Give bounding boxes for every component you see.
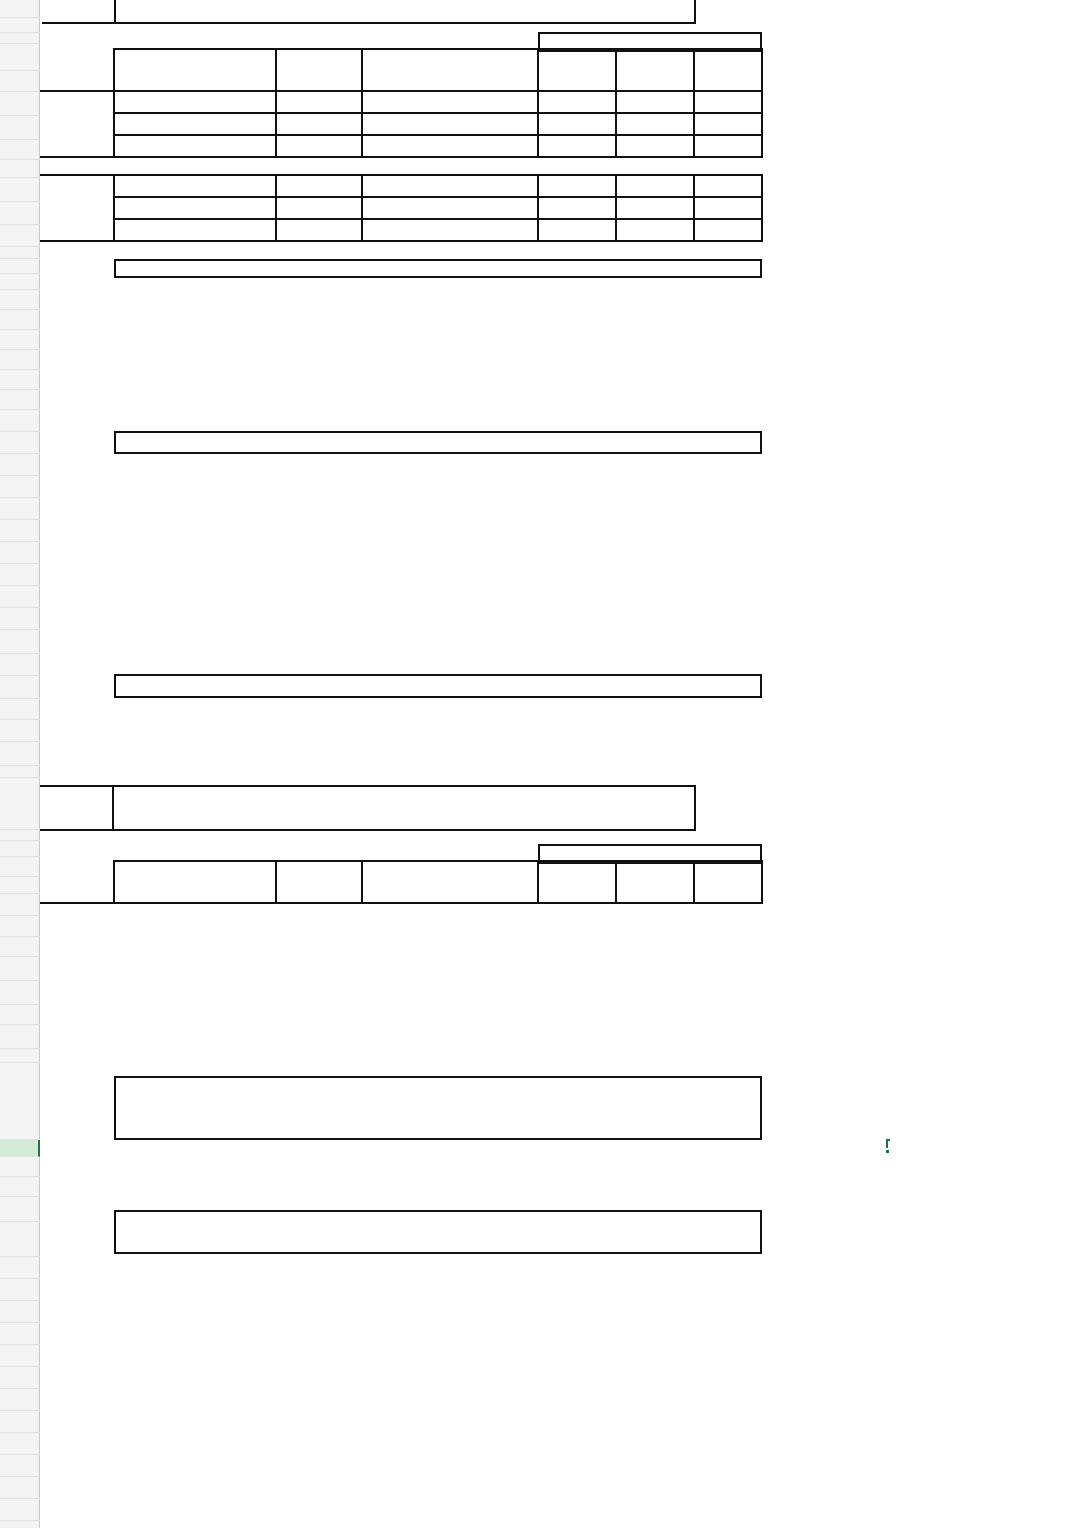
row-number[interactable] xyxy=(0,1367,40,1389)
row-number[interactable] xyxy=(0,225,40,247)
dept-rates-prompt xyxy=(114,1076,762,1140)
abc-rates-prompt xyxy=(114,259,762,278)
cost-cell[interactable] xyxy=(276,219,362,241)
driver-cell[interactable] xyxy=(362,197,538,219)
header-driver xyxy=(362,49,538,91)
row-number[interactable] xyxy=(0,92,40,116)
driver-cell[interactable] xyxy=(362,175,538,197)
product2-cell[interactable] xyxy=(616,219,694,241)
row-number[interactable] xyxy=(0,542,40,564)
header-p1 xyxy=(538,861,616,903)
table-row xyxy=(40,91,762,113)
cost-cell[interactable] xyxy=(276,113,362,135)
header-activity xyxy=(114,861,276,903)
row-number[interactable] xyxy=(0,630,40,654)
row-number[interactable] xyxy=(0,873,40,894)
product2-cell[interactable] xyxy=(616,135,694,157)
row-number[interactable] xyxy=(0,71,40,92)
row-number[interactable] xyxy=(0,33,40,44)
header-activity xyxy=(114,49,276,91)
row-number[interactable] xyxy=(0,1177,40,1197)
row-number[interactable] xyxy=(0,841,40,857)
production-data-grid xyxy=(40,48,763,242)
total-cell[interactable] xyxy=(694,197,762,219)
row-number[interactable] xyxy=(0,1499,40,1521)
row-number[interactable] xyxy=(0,1477,40,1499)
divider xyxy=(42,22,116,24)
row-number[interactable] xyxy=(0,330,40,350)
cell-cursor-marker xyxy=(886,1139,890,1153)
row-number[interactable] xyxy=(0,160,40,178)
product1-cell[interactable] xyxy=(538,135,616,157)
table-row xyxy=(40,219,762,241)
row-number[interactable] xyxy=(0,350,40,370)
row-number[interactable] xyxy=(0,778,40,830)
header-total xyxy=(694,49,762,91)
department-label xyxy=(40,175,114,241)
table-row xyxy=(40,135,762,157)
row-number[interactable] xyxy=(0,116,40,140)
row-number[interactable] xyxy=(0,1389,40,1411)
header-driver xyxy=(362,861,538,903)
row-number[interactable] xyxy=(0,720,40,742)
row-number[interactable] xyxy=(0,1279,40,1301)
product1-cell[interactable] xyxy=(538,219,616,241)
table-row xyxy=(40,175,762,197)
total-overhead-prompt xyxy=(114,1210,762,1254)
production-data-grid xyxy=(40,860,763,904)
total-cell[interactable] xyxy=(694,175,762,197)
row-number[interactable] xyxy=(0,742,40,766)
total-cell[interactable] xyxy=(694,91,762,113)
cost-cell[interactable] xyxy=(276,135,362,157)
header-expected-cost xyxy=(276,49,362,91)
row-number[interactable] xyxy=(0,274,40,290)
row-number[interactable] xyxy=(0,410,40,432)
row-number[interactable] xyxy=(0,1433,40,1455)
activity-cell[interactable] xyxy=(114,197,276,219)
product1-cell[interactable] xyxy=(538,175,616,197)
activity-cell[interactable] xyxy=(114,175,276,197)
header-total xyxy=(694,861,762,903)
row-number[interactable] xyxy=(0,202,40,225)
product1-cell[interactable] xyxy=(538,197,616,219)
assign-prompt xyxy=(114,431,762,454)
row-number[interactable] xyxy=(0,290,40,310)
row-number[interactable] xyxy=(0,52,40,71)
row-number[interactable] xyxy=(0,586,40,608)
row-number[interactable] xyxy=(0,914,40,937)
row-number[interactable] xyxy=(0,520,40,542)
table-row xyxy=(40,113,762,135)
ex5-intro-box xyxy=(40,785,696,831)
row-number[interactable] xyxy=(0,140,40,160)
driver-cell[interactable] xyxy=(362,91,538,113)
driver-cell[interactable] xyxy=(362,219,538,241)
total-cell[interactable] xyxy=(694,219,762,241)
department-label xyxy=(40,91,114,157)
row-number[interactable] xyxy=(0,654,40,676)
product2-cell[interactable] xyxy=(616,197,694,219)
row-number[interactable] xyxy=(0,1222,40,1257)
row-number[interactable] xyxy=(0,1323,40,1345)
row-number[interactable] xyxy=(0,1025,40,1049)
row-number[interactable] xyxy=(0,432,40,454)
row-number[interactable] xyxy=(0,498,40,520)
row-number[interactable] xyxy=(0,676,40,699)
row-number[interactable] xyxy=(0,259,40,274)
activity-cell[interactable] xyxy=(114,113,276,135)
row-number[interactable] xyxy=(0,1049,40,1063)
total-cell[interactable] xyxy=(694,113,762,135)
row-number[interactable] xyxy=(0,22,40,33)
driver-cell[interactable] xyxy=(362,113,538,135)
divider xyxy=(112,785,114,831)
row-number[interactable] xyxy=(0,0,40,18)
row-number[interactable] xyxy=(0,454,40,476)
row-number[interactable] xyxy=(0,937,40,957)
row-number[interactable] xyxy=(0,564,40,586)
row-number[interactable] xyxy=(0,699,40,720)
total-cell[interactable] xyxy=(694,135,762,157)
row-number[interactable] xyxy=(0,476,40,498)
row-number[interactable] xyxy=(0,1001,40,1025)
header-p2 xyxy=(616,861,694,903)
units-prompt xyxy=(114,674,762,698)
table-row xyxy=(40,197,762,219)
row-number[interactable] xyxy=(0,1157,40,1177)
row-number[interactable] xyxy=(0,1197,40,1222)
cost-cell[interactable] xyxy=(276,91,362,113)
row-number[interactable] xyxy=(0,830,40,841)
row-number[interactable] xyxy=(0,893,40,916)
row-number[interactable] xyxy=(0,608,40,630)
row-number[interactable] xyxy=(0,1063,40,1140)
row-number[interactable] xyxy=(0,961,40,981)
activity-cell[interactable] xyxy=(114,135,276,157)
driver-cell[interactable] xyxy=(362,135,538,157)
product2-cell[interactable] xyxy=(616,113,694,135)
row-number[interactable] xyxy=(0,390,40,410)
product1-cell[interactable] xyxy=(538,113,616,135)
row-number[interactable] xyxy=(0,1345,40,1367)
row-number[interactable] xyxy=(0,310,40,330)
row-number[interactable] xyxy=(0,1455,40,1477)
product2-cell[interactable] xyxy=(616,175,694,197)
product2-cell[interactable] xyxy=(616,91,694,113)
row-number[interactable] xyxy=(0,1257,40,1279)
header-p1 xyxy=(538,49,616,91)
row-number[interactable] xyxy=(0,178,40,202)
row-header-column xyxy=(0,0,40,1528)
activity-cell[interactable] xyxy=(114,91,276,113)
row-number[interactable] xyxy=(0,247,40,259)
cost-cell[interactable] xyxy=(276,175,362,197)
cost-cell[interactable] xyxy=(276,197,362,219)
row-number[interactable] xyxy=(0,1301,40,1323)
header-expected-cost xyxy=(276,861,362,903)
activity-cell[interactable] xyxy=(114,219,276,241)
row-number[interactable] xyxy=(0,766,40,778)
ex4-intro-box xyxy=(114,0,696,24)
row-number[interactable] xyxy=(0,1140,40,1157)
row-number[interactable] xyxy=(0,370,40,390)
header-p2 xyxy=(616,49,694,91)
product1-cell[interactable] xyxy=(538,91,616,113)
row-number[interactable] xyxy=(0,1411,40,1433)
